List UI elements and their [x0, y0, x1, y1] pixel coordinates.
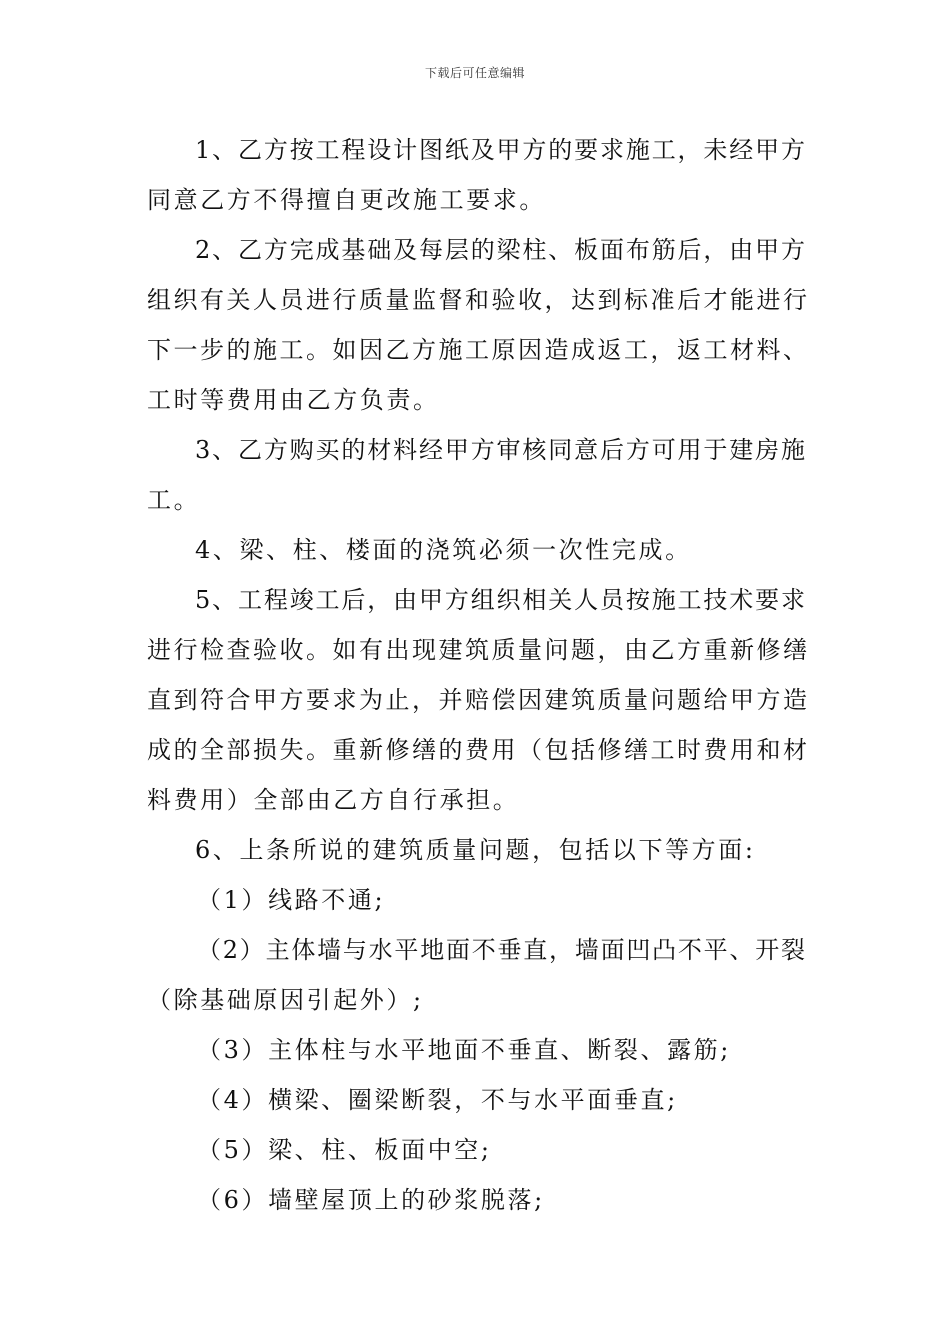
paragraph-6-line-1: 6、上条所说的建筑质量问题，包括以下等方面: — [195, 836, 756, 864]
list-item-3: （3）主体柱与水平地面不垂直、断裂、露筋; — [197, 1036, 731, 1064]
paragraph-2-line-4: 工时等费用由乙方负责。 — [147, 386, 440, 414]
list-item-6: （6）墙壁屋顶上的砂浆脱落; — [197, 1186, 545, 1214]
list-item-4: （4）横梁、圈梁断裂，不与水平面垂直; — [197, 1086, 678, 1114]
paragraph-3-line-1: 3、乙方购买的材料经甲方审核同意后方可用于建房施 — [195, 436, 805, 464]
paragraph-5-line-2: 进行检查验收。如有出现建筑质量问题，由乙方重新修缮 — [147, 636, 807, 664]
paragraph-3-line-2: 工。 — [147, 486, 201, 514]
paragraph-5-line-4: 成的全部损失。重新修缮的费用（包括修缮工时费用和材 — [147, 736, 807, 764]
list-item-5: （5）梁、柱、板面中空; — [197, 1136, 492, 1164]
paragraph-2-line-2: 组织有关人员进行质量监督和验收，达到标准后才能进行 — [147, 286, 807, 314]
list-item-2-line-2: （除基础原因引起外）; — [147, 986, 424, 1014]
paragraph-1-line-1: 1、乙方按工程设计图纸及甲方的要求施工，未经甲方 — [195, 136, 805, 164]
page-header: 下载后可任意编辑 — [424, 66, 525, 80]
paragraph-5-line-1: 5、工程竣工后，由甲方组织相关人员按施工技术要求 — [195, 586, 805, 614]
paragraph-4-line-1: 4、梁、柱、楼面的浇筑必须一次性完成。 — [195, 536, 692, 564]
paragraph-2-line-3: 下一步的施工。如因乙方施工原因造成返工，返工材料、 — [147, 336, 807, 364]
paragraph-2-line-1: 2、乙方完成基础及每层的梁柱、板面布筋后，由甲方 — [195, 236, 805, 264]
paragraph-1-line-2: 同意乙方不得擅自更改施工要求。 — [147, 186, 546, 214]
list-item-2-line-1: （2）主体墙与水平地面不垂直，墙面凹凸不平、开裂 — [197, 936, 805, 964]
paragraph-5-line-5: 料费用）全部由乙方自行承担。 — [147, 786, 520, 814]
list-item-1: （1）线路不通; — [197, 886, 386, 914]
paragraph-5-line-3: 直到符合甲方要求为止，并赔偿因建筑质量问题给甲方造 — [147, 686, 807, 714]
